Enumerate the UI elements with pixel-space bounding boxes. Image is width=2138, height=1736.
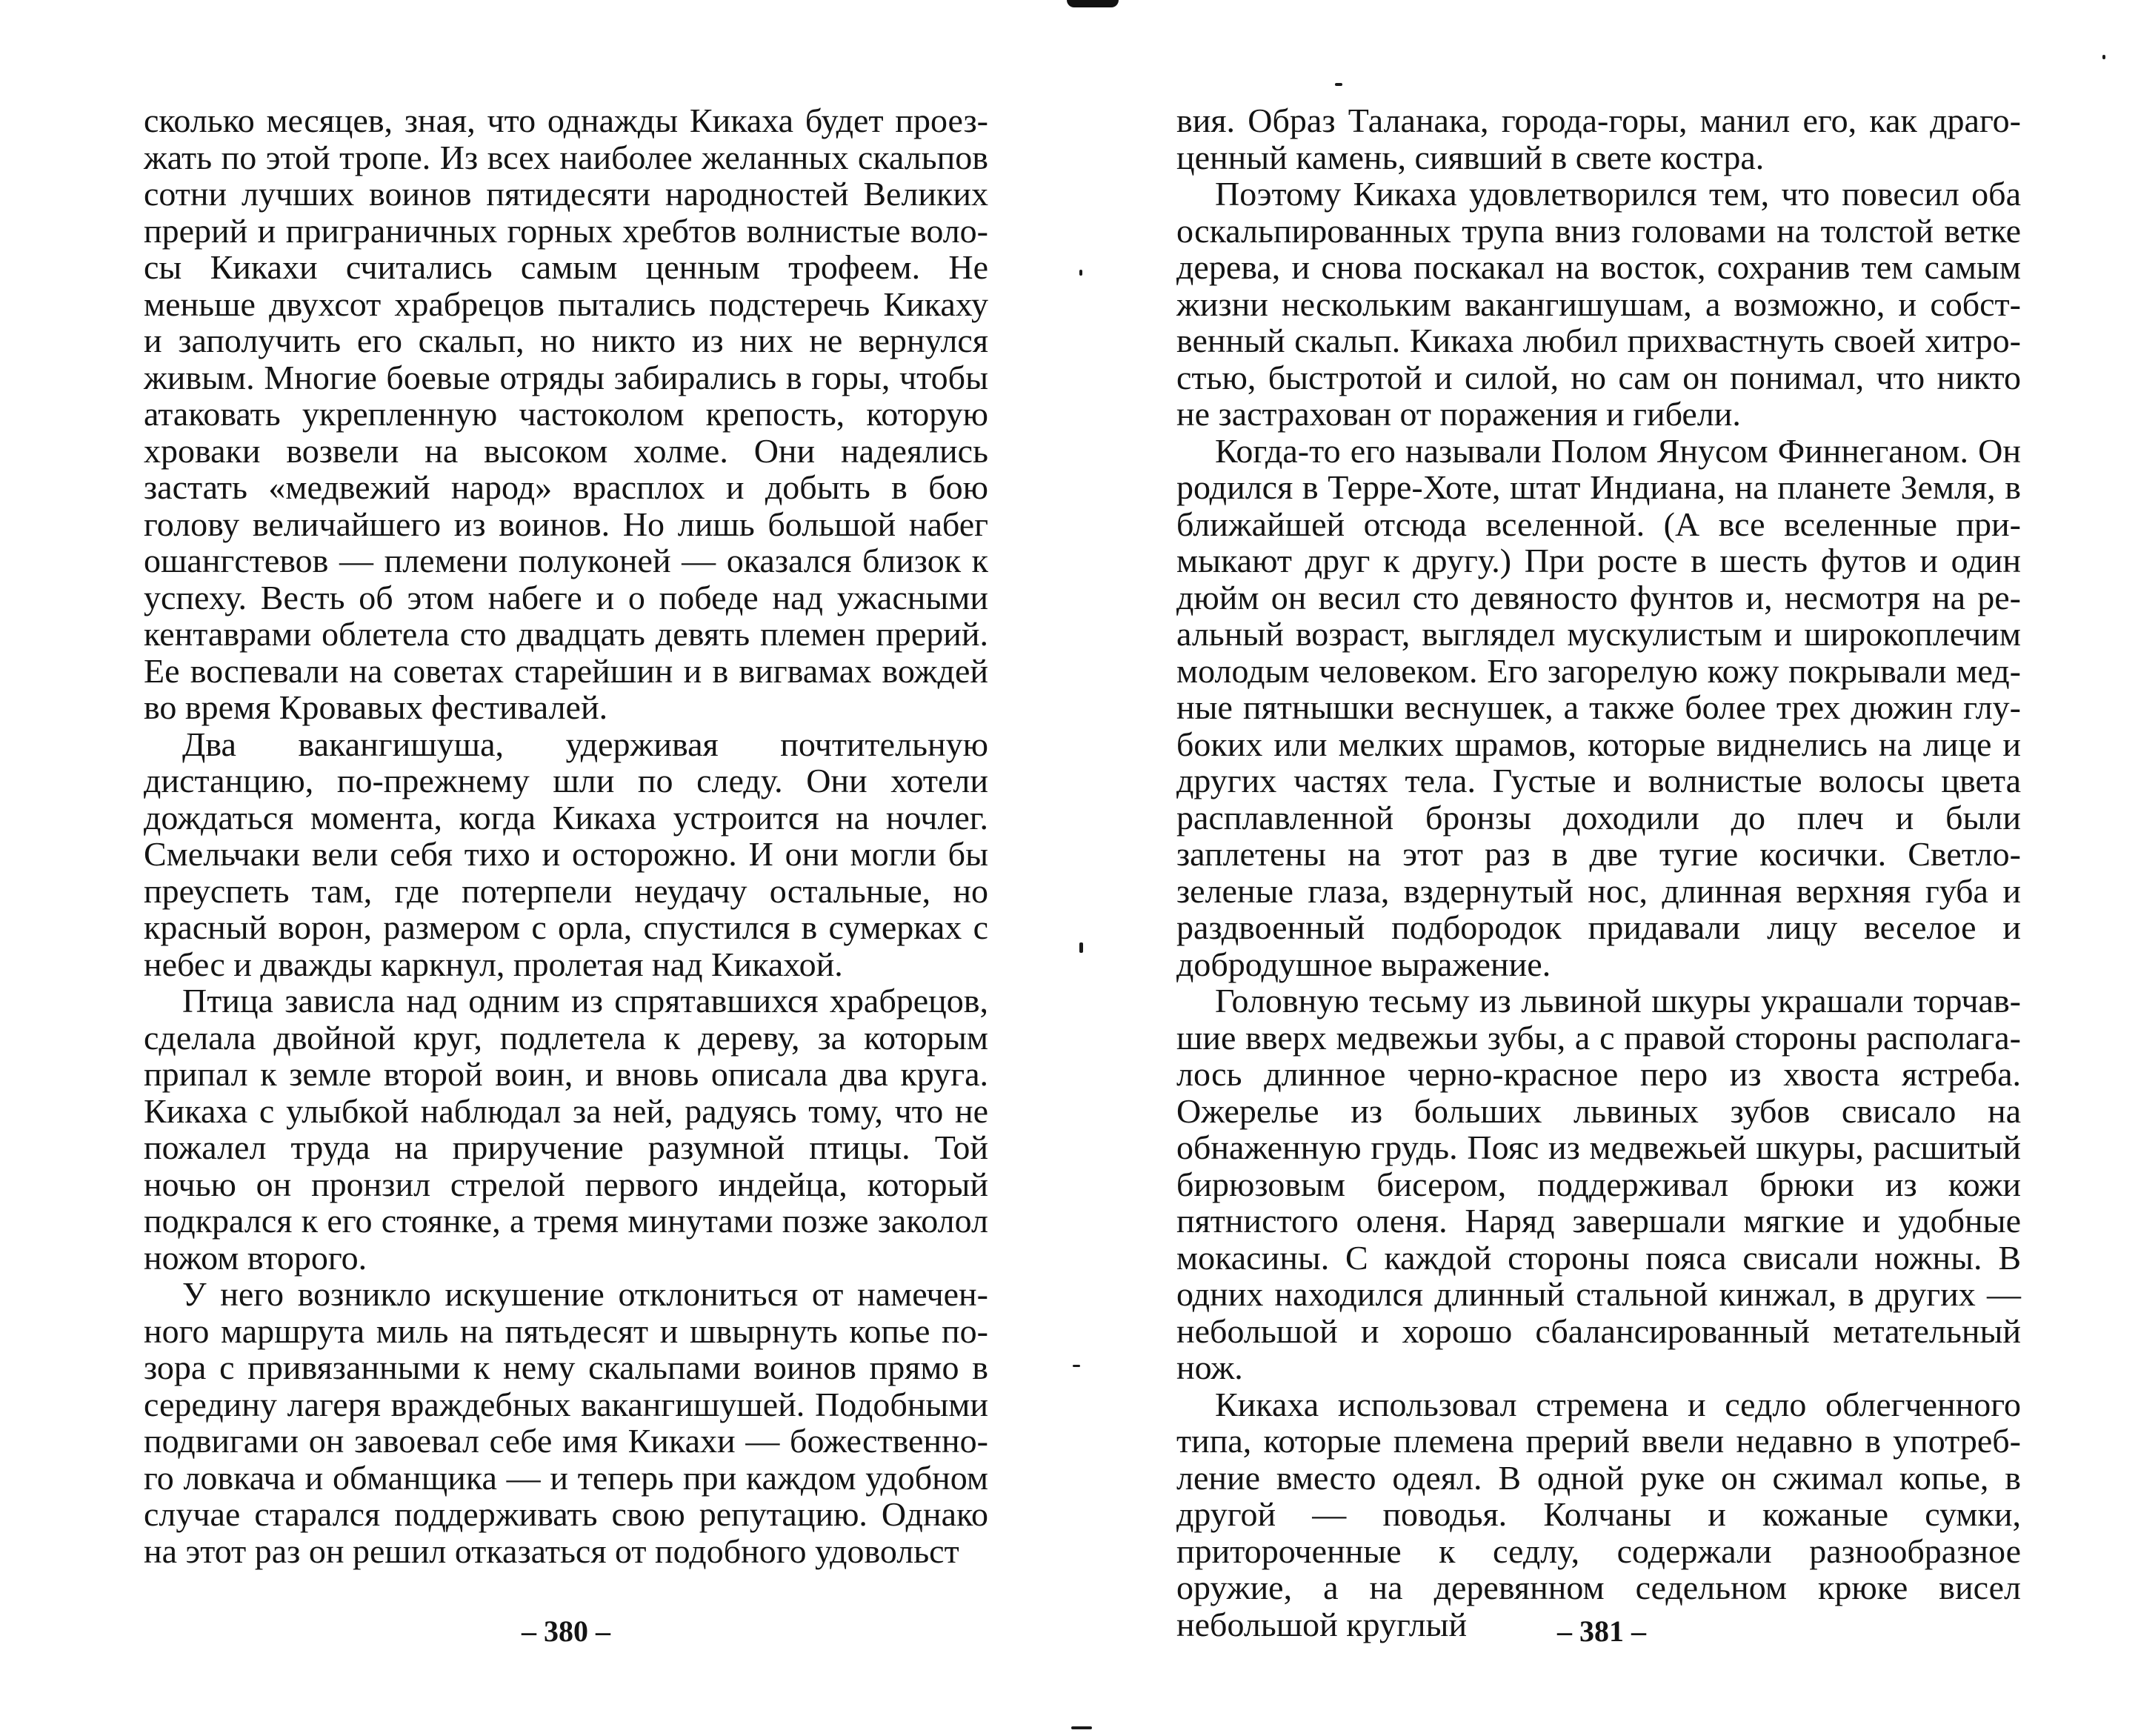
right-paragraph-3: Когда-то его называли Полом Янусом Финнеганом. Он родился в Терре-Хоте, штат Индиана, на планете Земля, в ближайшей отсюда вселенной. (А все вселенные примыкают друг к другу.) При росте в шесть футов и один дюйм он весил сто девяносто фунтов и, несмотря на реальный возраст, выглядел мускулистым и широкоплечим молодым человеком. Его загорелую кожу покрывали медные пятнышки веснушек, а также более трех дюжин глубоких или мелких шрамов, которые виднелись на лице и других частях тела. Густые и волнистые волосы цвета расплавленной бронзы доходили до плеч и были заплетены на этот раз в две тугие косички. Светло-зеленые глаза, вздернутый нос, длинная верхняя губа и раздвоенный подбородок придавали лицу веселое и добродушное выражение. <box>1176 431 2021 983</box>
ink-blot <box>1067 0 1119 7</box>
left-paragraph-4: У него возникло искушение отклониться от намеченного маршрута миль на пятьдесят и швырнуть копье позора с привязанными к нему скальпами воинов прямо в середину лагеря враждебных вакангишушей. Подобными подвигами он завоевал себе имя Кикахи — божественного ловкача и обманщика — и теперь при каждом удобном случае старался поддерживать свою репутацию. Однако на этот раз он решил отказаться от подобного удовольст <box>144 1275 988 1570</box>
left-paragraph-2: Два вакангишуша, удерживая почтительную дистанцию, по-прежнему шли по следу. Они хотели дождаться момента, когда Кикаха устроится на ночлег. Смельчаки вели себя тихо и осторожно. И они могли бы преуспеть там, где потерпели неудачу остальные, но красный ворон, размером с орла, спустился в сумерках с небес и дважды каркнул, пролетая над Кикахой. <box>144 725 988 983</box>
right-paragraph-5: Кикаха использовал стремена и седло облегченного типа, которые племена прерий ввели недавно в употребление вместо одеял. В одной руке он сжимал копье, в другой — поводья. Колчаны и кожаные сумки, притороченные к седлу, содержали разнообразное оружие, а на деревянном седельном крюке висел небольшой круглый <box>1176 1385 2021 1643</box>
gutter-speck <box>1335 83 1342 86</box>
right-page-number: – 381 – <box>1557 1614 1646 1648</box>
gutter-speck <box>1073 1365 1080 1367</box>
left-paragraph-3: Птица зависла над одним из спрятавшихся храбрецов, сделала двойной круг, подлетела к дереву, за которым припал к земле второй воин, и вновь описала два круга. Кикаха с улыбкой наблюдал за ней, радуясь тому, что не пожалел труда на приручение разумной птицы. Той ночью он пронзил стрелой первого индейца, который подкрался к его стоянке, а тремя минутами позже заколол ножом второго. <box>144 982 988 1277</box>
gutter-speck <box>2102 55 2105 59</box>
right-paragraph-1: вия. Образ Таланака, города-горы, манил его, как драгоценный камень, сиявший в свете костра. <box>1176 102 2021 176</box>
left-page-number: – 380 – <box>522 1614 610 1648</box>
left-page <box>144 102 988 1569</box>
gutter-speck <box>1071 1726 1092 1729</box>
gutter-speck <box>1079 270 1082 276</box>
right-page <box>1176 102 2021 1643</box>
right-paragraph-4: Головную тесьму из львиной шкуры украшали торчавшие вверх медвежьи зубы, а с правой стороны располагалось длинное черно-красное перо из хвоста ястреба. Ожерелье из больших львиных зубов свисало на обнаженную грудь. Пояс из медвежьей шкуры, расшитый бирюзовым бисером, поддерживал брюки из кожи пятнистого оленя. Наряд завершали мягкие и удобные мокасины. С каждой стороны пояса свисали ножны. В одних находился длинный стальной кинжал, в других — небольшой и хорошо сбалансированный метательный нож. <box>1176 982 2021 1386</box>
left-paragraph-1: сколько месяцев, зная, что однажды Кикаха будет проезжать по этой тропе. Из всех наиболее желанных скальпов сотни лучших воинов пятидесяти народностей Великих прерий и приграничных горных хребтов волнистые волосы Кикахи считались самым ценным трофеем. Не меньше двухсот храбрецов пытались подстеречь Кикаху и заполучить его скальп, но никто из них не вернулся живым. Многие боевые отряды забирались в горы, чтобы атаковать укрепленную частоколом крепость, которую хроваки возвели на высоком холме. Они надеялись застать «медвежий народ» врасплох и добыть в бою голову величайшего из воинов. Но лишь большой набег ошангстевов — племени полуконей — оказался близок к успеху. Весть об этом набеге и о победе над ужасными кентаврами облетела сто двадцать девять племен прерий. Ее воспевали на советах старейшин и в вигвамах вождей во время Кровавых фестивалей. <box>144 102 988 726</box>
right-paragraph-2: Поэтому Кикаха удовлетворился тем, что повесил оба оскальпированных трупа вниз головами на толстой ветке дерева, и снова поскакал на восток, сохранив тем самым жизни нескольким вакангишушам, а возможно, и собственный скальп. Кикаха любил прихвастнуть своей хитростью, быстротой и силой, но сам он понимал, что никто не застрахован от поражения и гибели. <box>1176 175 2021 433</box>
gutter-speck <box>1079 942 1083 953</box>
